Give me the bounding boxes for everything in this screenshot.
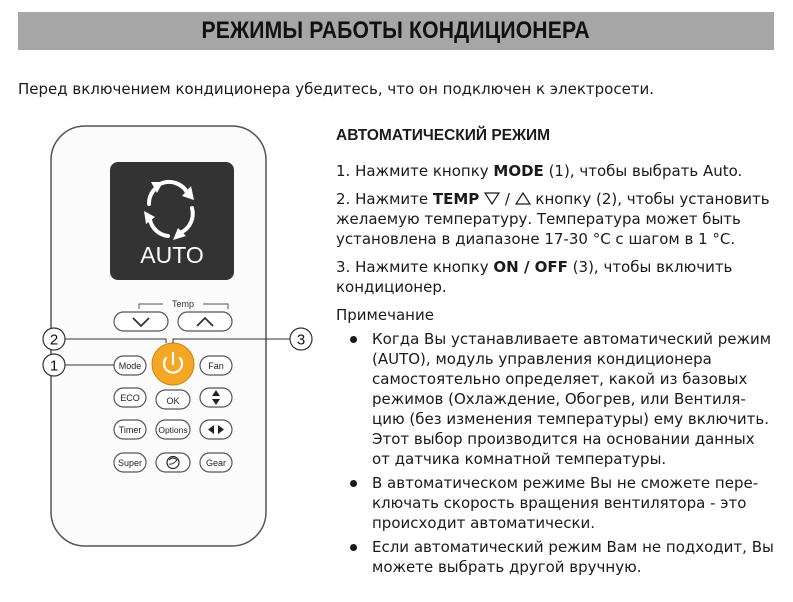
bullet-item (372, 537, 786, 577)
step-3-pre: 3. Нажмите кнопку (336, 258, 494, 276)
bullet-line: режимов (Охлаждение, Обогрев, или Вентиля- (372, 390, 746, 408)
display-mode-text: AUTO (140, 242, 204, 268)
step-3-key: ON / OFF (493, 258, 568, 276)
step-2 (336, 189, 786, 249)
bullet-line: самостоятельно определяет, какой из базовых (372, 370, 748, 388)
swing-leftright-button[interactable] (200, 420, 232, 439)
gear-button[interactable] (200, 453, 232, 472)
bullet-item (372, 473, 786, 533)
bullet-line: Этот выбор производится на основании данных (372, 430, 755, 448)
page-title: РЕЖИМЫ РАБОТЫ КОНДИЦИОНЕРА (201, 17, 591, 44)
svg-text:3: 3 (296, 331, 306, 349)
svg-text:1: 1 (49, 357, 59, 375)
note-label: Примечание (336, 306, 434, 324)
fan-button[interactable] (200, 356, 232, 375)
step-1-pre: 1. Нажмите кнопку (336, 162, 494, 180)
step-1 (336, 161, 786, 181)
super-button-label: Super (117, 458, 143, 468)
header-bar (18, 12, 774, 50)
triangle-up-icon (515, 192, 531, 205)
callout-1 (43, 354, 65, 376)
swing-updown-button[interactable] (200, 388, 232, 407)
section-title: АВТОМАТИЧЕСКИЙ РЕЖИМ (336, 127, 551, 144)
bullet-line: В автоматическом режиме Вы не сможете пере- (372, 474, 759, 492)
bullet-line: (AUTO), модуль управления кондиционера (372, 350, 712, 368)
temp-label: Temp (171, 299, 195, 309)
follow-me-button[interactable] (156, 453, 190, 472)
step-2-key: TEMP (432, 190, 480, 208)
power-button[interactable] (152, 343, 194, 385)
bullet-line: Если автоматический режим Вам не подходит, Вы (372, 538, 774, 556)
svg-text:2: 2 (49, 331, 59, 349)
temp-down-button[interactable] (114, 312, 168, 331)
timer-button[interactable] (114, 420, 146, 439)
fan-button-label: Fan (208, 361, 224, 371)
auto-mode-section (336, 126, 786, 581)
callout-3 (290, 328, 312, 350)
super-button[interactable] (114, 453, 146, 472)
remote-svg (36, 124, 326, 549)
bullet-line: происходит автоматически. (372, 514, 596, 532)
gear-button-label: Gear (205, 458, 227, 468)
callout-2 (43, 328, 65, 350)
step-2-slash: / (500, 190, 515, 208)
mode-button-label: Mode (118, 361, 142, 371)
temp-up-button[interactable] (178, 312, 232, 331)
intro-text: Перед включением кондиционера убедитесь, что он подключен к электросети. (18, 80, 655, 98)
bullet-line: от датчика комнатной температуры. (372, 450, 667, 468)
triangle-down-icon (484, 192, 500, 205)
options-button-label: Options (158, 425, 188, 435)
step-2-pre: 2. Нажмите (336, 190, 433, 208)
step-2-line3: установлена в диапазоне 17-30 °C с шагом в 1 °C. (336, 230, 736, 248)
bullet-line: Когда Вы устанавливаете автоматический режим (372, 330, 772, 348)
ok-button[interactable] (156, 390, 190, 409)
eco-button[interactable] (114, 388, 146, 407)
step-1-key: MODE (493, 162, 544, 180)
step-2-line2: желаемую температуру. Температура может быть (336, 210, 741, 228)
remote-control-illustration (36, 124, 326, 549)
options-button[interactable] (156, 420, 190, 439)
step-2-post: кнопку (2), чтобы установить (530, 190, 770, 208)
eco-button-label: ECO (120, 393, 140, 403)
mode-button[interactable] (114, 356, 146, 375)
step-3-line2: кондиционер. (336, 278, 447, 296)
bullet-line: можете выбрать другой вручную. (372, 558, 642, 576)
step-3-post: (3), чтобы включить (567, 258, 733, 276)
bullet-item (372, 329, 786, 469)
ok-button-label: OK (166, 396, 180, 406)
step-1-post: (1), чтобы выбрать Auto. (543, 162, 743, 180)
bullet-line: ключать скорость вращения вентилятора - это (372, 494, 747, 512)
bullet-line: цию (без изменения температуры) ему включить. (372, 410, 769, 428)
note-bullets (336, 329, 786, 577)
step-3 (336, 257, 786, 297)
timer-button-label: Timer (118, 425, 142, 435)
